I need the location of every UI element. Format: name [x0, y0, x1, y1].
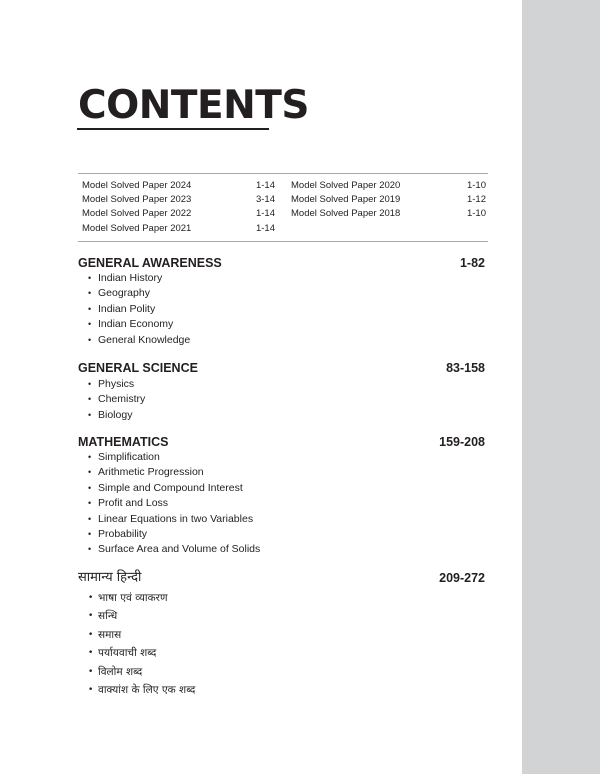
section-heading-general-science	[78, 359, 485, 377]
section-title: MATHEMATICS	[78, 435, 169, 449]
section-topic-list	[88, 271, 190, 348]
topic-label: Surface Area and Volume of Solids	[98, 543, 261, 556]
bullet-icon: •	[88, 334, 92, 345]
topic-label: Linear Equations in two Variables	[98, 512, 254, 525]
topic-item	[88, 512, 260, 527]
bullet-icon: •	[88, 629, 94, 640]
bullet-icon: •	[88, 648, 94, 659]
topic-label: Indian Polity	[98, 302, 156, 315]
topic-label: वाक्यांश के लिए एक शब्द	[98, 683, 196, 696]
side-band	[522, 0, 600, 774]
topic-item	[88, 377, 145, 392]
bullet-icon: •	[88, 288, 92, 299]
topic-item	[88, 527, 260, 542]
bullet-icon: •	[88, 394, 92, 405]
model-paper-pages: 1-10	[466, 180, 486, 191]
bullet-icon: •	[88, 684, 94, 695]
model-paper-name: Model Solved Paper 2018	[291, 208, 401, 219]
section-pages: 159-208	[439, 435, 485, 449]
topic-item	[88, 392, 145, 407]
bullet-icon: •	[88, 452, 92, 462]
model-paper-name: Model Solved Paper 2024	[82, 180, 192, 191]
topic-item	[88, 286, 190, 301]
bullet-icon: •	[88, 611, 94, 622]
topic-item	[88, 465, 260, 480]
topic-item	[88, 589, 195, 607]
topic-label: पर्यायवाची शब्द	[98, 647, 157, 660]
model-paper-pages: 1-14	[255, 223, 275, 234]
bullet-icon: •	[88, 467, 92, 478]
section-heading-general-awareness	[78, 254, 485, 272]
topic-label: Indian Economy	[98, 318, 174, 331]
section-topic-list	[88, 377, 145, 423]
model-paper-pages: 3-14	[255, 194, 275, 205]
model-paper-name: Model Solved Paper 2019	[291, 194, 401, 205]
topic-item	[88, 408, 145, 423]
model-paper-pages: 1-14	[255, 208, 275, 219]
model-paper-name: Model Solved Paper 2020	[291, 180, 401, 191]
topic-item	[88, 644, 195, 662]
section-title: सामान्य हिन्दी	[78, 570, 142, 585]
model-paper-name: Model Solved Paper 2022	[82, 208, 192, 219]
section-heading-mathematics	[78, 433, 485, 451]
topic-label: समास	[98, 628, 122, 641]
topic-label: Biology	[98, 408, 133, 421]
topic-label: सन्धि	[98, 610, 118, 623]
bullet-icon: •	[88, 528, 92, 539]
topic-item	[88, 302, 190, 317]
topic-item	[88, 607, 195, 625]
bullet-icon: •	[88, 379, 92, 389]
topic-item	[88, 481, 260, 496]
topic-item	[88, 271, 190, 286]
topic-label: Probability	[98, 527, 148, 540]
topic-item	[88, 542, 260, 557]
topic-label: Geography	[98, 287, 150, 300]
topic-label: विलोम शब्द	[98, 665, 143, 678]
topic-label: Arithmetic Progression	[98, 466, 204, 479]
bullet-icon: •	[88, 666, 94, 677]
page-title: CONTENTS	[78, 83, 309, 128]
bullet-icon: •	[88, 513, 92, 524]
bullet-icon: •	[88, 409, 92, 420]
topic-item	[88, 317, 190, 332]
topic-label: Simple and Compound Interest	[98, 481, 243, 494]
section-pages: 83-158	[446, 361, 485, 375]
bullet-icon: •	[88, 319, 92, 330]
topic-item	[88, 496, 260, 511]
bullet-icon: •	[88, 303, 92, 314]
model-paper-name: Model Solved Paper 2023	[82, 194, 192, 205]
title-underline	[77, 128, 269, 130]
topic-label: Indian History	[98, 272, 163, 284]
section-topic-list	[88, 450, 260, 558]
section-title: GENERAL SCIENCE	[78, 361, 198, 375]
topic-item	[88, 663, 195, 681]
section-pages: 1-82	[459, 256, 485, 270]
bullet-icon: •	[88, 273, 92, 283]
topic-item	[88, 450, 260, 465]
model-paper-pages: 1-14	[255, 180, 275, 191]
model-papers-box	[78, 173, 488, 242]
bullet-icon: •	[88, 482, 92, 493]
topic-label: Profit and Loss	[98, 497, 169, 510]
bullet-icon: •	[88, 544, 92, 555]
topic-label: Simplification	[98, 451, 160, 463]
model-paper-pages: 1-10	[466, 208, 486, 219]
section-pages: 209-272	[439, 571, 485, 585]
topic-label: General Knowledge	[98, 333, 191, 346]
topic-item	[88, 626, 195, 644]
topic-item	[88, 333, 190, 348]
topic-item	[88, 681, 195, 699]
topic-label: भाषा एवं व्याकरण	[98, 592, 168, 604]
section-heading-samanya-hindi	[78, 569, 485, 587]
topic-label: Chemistry	[98, 393, 146, 406]
model-paper-pages: 1-12	[466, 194, 486, 205]
bullet-icon: •	[88, 498, 92, 509]
bullet-icon: •	[88, 593, 94, 603]
section-title: GENERAL AWARENESS	[78, 256, 222, 270]
topic-label: Physics	[98, 378, 135, 390]
model-paper-name: Model Solved Paper 2021	[82, 223, 192, 234]
section-topic-list	[88, 589, 195, 699]
